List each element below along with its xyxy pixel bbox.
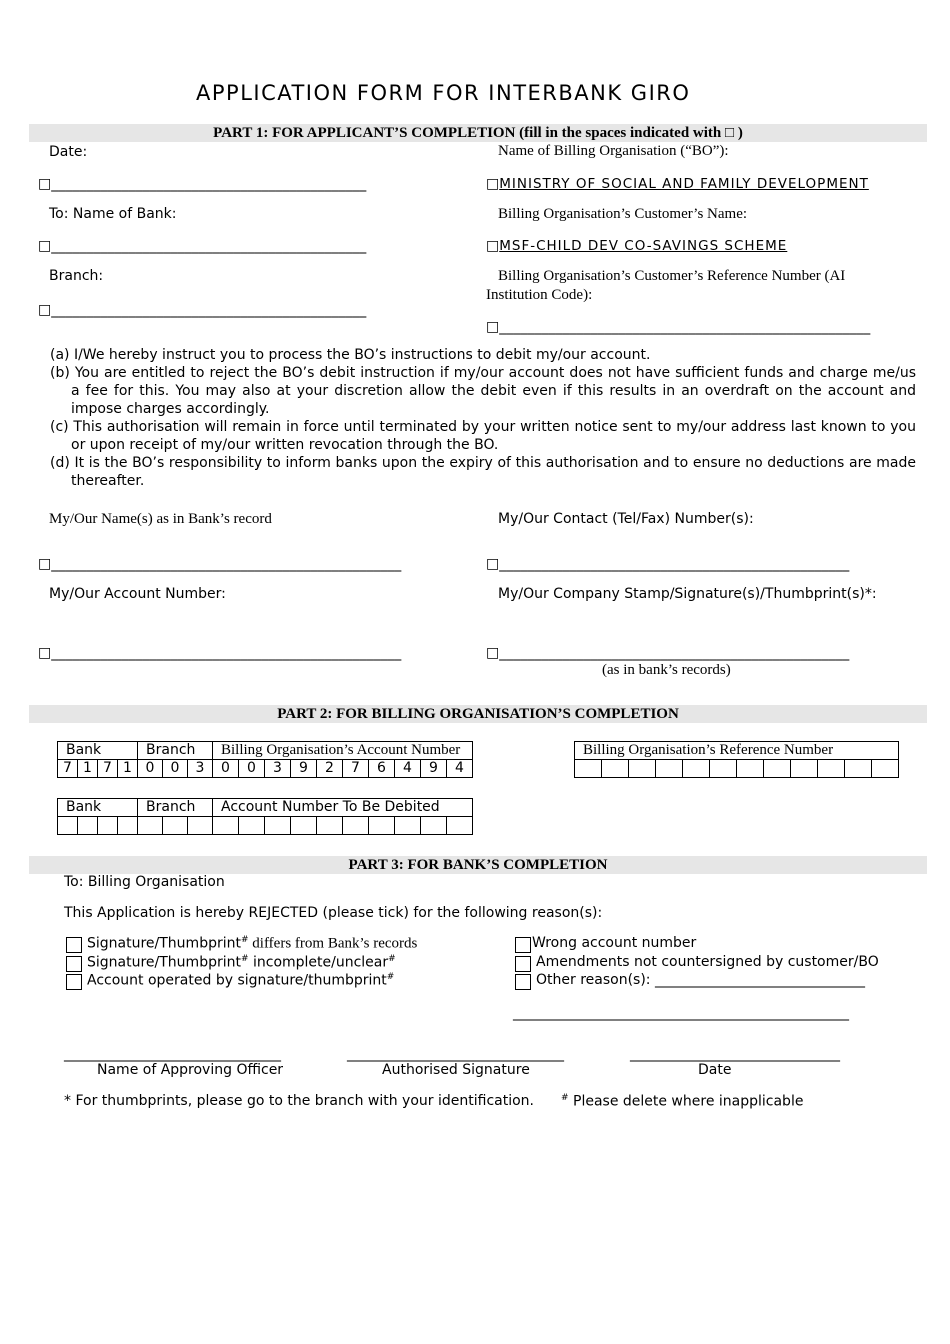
bo-account-grid	[57, 741, 473, 778]
contact-label: My/Our Contact (Tel/Fax) Number(s):	[498, 511, 754, 527]
reason-account-operated-checkbox[interactable]	[66, 974, 82, 990]
debit-account-cell[interactable]	[369, 817, 395, 835]
debit-account-grid[interactable]	[57, 798, 473, 835]
reason-signature-incomplete-checkbox[interactable]	[66, 956, 82, 972]
customer-name-field[interactable]	[486, 238, 787, 254]
debit-account-cell[interactable]	[291, 817, 317, 835]
debit-branch-cell[interactable]	[163, 817, 188, 835]
authorised-signature-label: Authorised Signature	[382, 1062, 530, 1078]
clause-b: (b) You are entitled to reject the BO’s debit instruction if my/our account does not have sufficient funds and charge me/us a fee for this. You may also at your discretion allow the debit even if this results in an overdraft on the account and impose charges accordingly.	[50, 365, 916, 417]
reference-cell[interactable]	[737, 760, 764, 778]
reference-cell[interactable]	[656, 760, 683, 778]
account-name-field[interactable]: □__________________________________________________	[38, 556, 402, 572]
customer-ref-label-2: Institution Code):	[486, 287, 593, 303]
account-digit: 4	[395, 760, 421, 778]
form-title: APPLICATION FORM FOR INTERBANK GIRO	[196, 81, 691, 105]
bo-reference-header: Billing Organisation’s Reference Number	[575, 742, 899, 760]
customer-ref-field[interactable]: □_____________________________________________________	[486, 319, 871, 335]
stamp-label: My/Our Company Stamp/Signature(s)/Thumbprint(s)*:	[498, 586, 877, 602]
reason-account-operated-label	[87, 972, 394, 989]
bank-digit: 1	[118, 760, 138, 778]
branch-header: Branch	[138, 742, 213, 760]
date-field[interactable]: □_____________________________________________	[38, 176, 367, 192]
debit-account-cell[interactable]	[239, 817, 265, 835]
bo-account-header: Billing Organisation’s Account Number	[213, 742, 473, 760]
approving-officer-field[interactable]: _______________________________	[64, 1046, 281, 1062]
bo-name-field[interactable]	[486, 176, 869, 192]
reference-cell[interactable]	[872, 760, 899, 778]
clause-c: (c) This authorisation will remain in force until terminated by your written notice sent to my/our address last known to you or upon receipt of my/our written revocation through the BO.	[50, 419, 916, 453]
reason-signature-differs-label	[87, 935, 417, 953]
stamp-field[interactable]: □__________________________________________________	[486, 645, 850, 661]
account-digit: 7	[343, 760, 369, 778]
reason-other-checkbox[interactable]	[515, 974, 531, 990]
inapplicable-footnote	[561, 1093, 803, 1110]
contact-field[interactable]: □__________________________________________________	[486, 556, 850, 572]
debit-bank-cell[interactable]	[78, 817, 98, 835]
bank-name-label: To: Name of Bank:	[49, 206, 177, 222]
reason-signature-incomplete-label	[87, 954, 396, 971]
branch-digit: 0	[163, 760, 188, 778]
reason-wrong-account-label: Wrong account number	[532, 935, 697, 951]
clause-a: (a) I/We hereby instruct you to process the BO’s instructions to debit my/our account.	[50, 347, 651, 363]
debit-bank-cell[interactable]	[118, 817, 138, 835]
approving-officer-label: Name of Approving Officer	[97, 1062, 284, 1078]
debit-account-cell[interactable]	[447, 817, 473, 835]
account-digit: 6	[369, 760, 395, 778]
reference-cell[interactable]	[845, 760, 872, 778]
customer-name-label: Billing Organisation’s Customer’s Name:	[498, 206, 748, 222]
hash-mark: #	[240, 935, 249, 945]
reason-signature-differs-tail: differs from Bank’s records	[248, 935, 418, 952]
approval-date-label: Date	[698, 1062, 732, 1078]
account-digit: 9	[291, 760, 317, 778]
bo-name-value: MINISTRY OF SOCIAL AND FAMILY DEVELOPMENT	[499, 176, 869, 192]
hash-mark: #	[388, 954, 396, 964]
debit-account-header: Account Number To Be Debited	[213, 799, 473, 817]
part3-header-bar	[29, 856, 927, 874]
debit-account-cell[interactable]	[213, 817, 239, 835]
bank-digit: 7	[58, 760, 78, 778]
reference-cell[interactable]	[602, 760, 629, 778]
authorisation-clauses	[50, 346, 916, 490]
debit-bank-header: Bank	[58, 799, 138, 817]
reason-signature-incomplete-text: Signature/Thumbprint	[87, 954, 241, 971]
debit-bank-cell[interactable]	[58, 817, 78, 835]
account-digit: 9	[421, 760, 447, 778]
approval-date-field[interactable]: ______________________________	[630, 1046, 840, 1062]
account-digit: 3	[265, 760, 291, 778]
part3-header: PART 3: FOR BANK’S COMPLETION	[348, 857, 608, 873]
account-digit: 0	[239, 760, 265, 778]
branch-label: Branch:	[49, 268, 104, 284]
bo-name-box: □	[486, 176, 500, 192]
reason-amendments-checkbox[interactable]	[515, 956, 531, 972]
branch-digit: 3	[188, 760, 213, 778]
customer-ref-label-1: Billing Organisation’s Customer’s Reference Number (AI	[498, 268, 846, 284]
reason-other-field-line2[interactable]: ________________________________________________	[513, 1005, 849, 1021]
debit-branch-header: Branch	[138, 799, 213, 817]
reason-signature-incomplete-tail: incomplete/unclear	[248, 954, 389, 971]
date-label: Date:	[49, 144, 88, 160]
reference-cell[interactable]	[683, 760, 710, 778]
clause-d: (d) It is the BO’s responsibility to inform banks upon the expiry of this authorisation and to ensure no deductions are made thereafter.	[50, 455, 916, 489]
hash-mark: #	[240, 954, 249, 964]
bank-header: Bank	[58, 742, 138, 760]
part2-header-bar	[29, 705, 927, 723]
bo-name-label: Name of Billing Organisation (“BO”):	[498, 143, 729, 159]
hash-mark: #	[386, 972, 395, 982]
stamp-note: (as in bank’s records)	[602, 662, 731, 678]
reference-cell[interactable]	[818, 760, 845, 778]
reason-account-operated-text: Account operated by signature/thumbprint	[87, 972, 387, 989]
account-digit: 0	[213, 760, 239, 778]
reason-amendments-label: Amendments not countersigned by customer/BO	[536, 954, 879, 970]
branch-digit: 0	[138, 760, 163, 778]
debit-account-cell[interactable]	[343, 817, 369, 835]
account-number-label: My/Our Account Number:	[49, 586, 226, 602]
rejected-statement: This Application is hereby REJECTED (please tick) for the following reason(s):	[64, 905, 603, 921]
bo-reference-grid[interactable]	[574, 741, 899, 778]
reason-signature-differs-checkbox[interactable]	[66, 937, 82, 953]
branch-field[interactable]: □_____________________________________________	[38, 302, 367, 318]
reference-cell[interactable]	[629, 760, 656, 778]
inapplicable-footnote-text: Please delete where inapplicable	[568, 1093, 804, 1110]
account-name-label: My/Our Name(s) as in Bank’s record	[49, 511, 272, 527]
bank-name-field[interactable]: □_____________________________________________	[38, 238, 367, 254]
debit-account-cell[interactable]	[421, 817, 447, 835]
account-number-field[interactable]: □__________________________________________________	[38, 645, 402, 661]
part2-header: PART 2: FOR BILLING ORGANISATION’S COMPLETION	[277, 706, 679, 722]
part1-header: PART 1: FOR APPLICANT’S COMPLETION (fill in the spaces indicated with □ )	[213, 125, 743, 141]
debit-account-cell[interactable]	[395, 817, 421, 835]
customer-name-box: □	[486, 238, 500, 254]
account-digit: 4	[447, 760, 473, 778]
reference-cell[interactable]	[575, 760, 602, 778]
customer-name-value: MSF-CHILD DEV CO-SAVINGS SCHEME	[499, 238, 788, 254]
authorised-signature-field[interactable]: _______________________________	[347, 1046, 564, 1062]
to-billing-organisation: To: Billing Organisation	[64, 874, 225, 890]
bank-digit: 1	[78, 760, 98, 778]
debit-account-cell[interactable]	[265, 817, 291, 835]
debit-account-cell[interactable]	[317, 817, 343, 835]
hash-mark: #	[561, 1093, 569, 1103]
reason-signature-differs-text: Signature/Thumbprint	[87, 935, 241, 952]
debit-branch-cell[interactable]	[138, 817, 163, 835]
debit-bank-cell[interactable]	[98, 817, 118, 835]
reference-cell[interactable]	[764, 760, 791, 778]
reference-cell[interactable]	[791, 760, 818, 778]
reason-wrong-account-checkbox[interactable]	[515, 937, 531, 953]
bank-digit: 7	[98, 760, 118, 778]
thumbprint-footnote: * For thumbprints, please go to the branch with your identification.	[64, 1093, 534, 1109]
reason-other-field[interactable]: Other reason(s): ______________________________	[536, 972, 865, 988]
reference-cell[interactable]	[710, 760, 737, 778]
part1-header-bar	[29, 124, 927, 142]
debit-branch-cell[interactable]	[188, 817, 213, 835]
account-digit: 2	[317, 760, 343, 778]
